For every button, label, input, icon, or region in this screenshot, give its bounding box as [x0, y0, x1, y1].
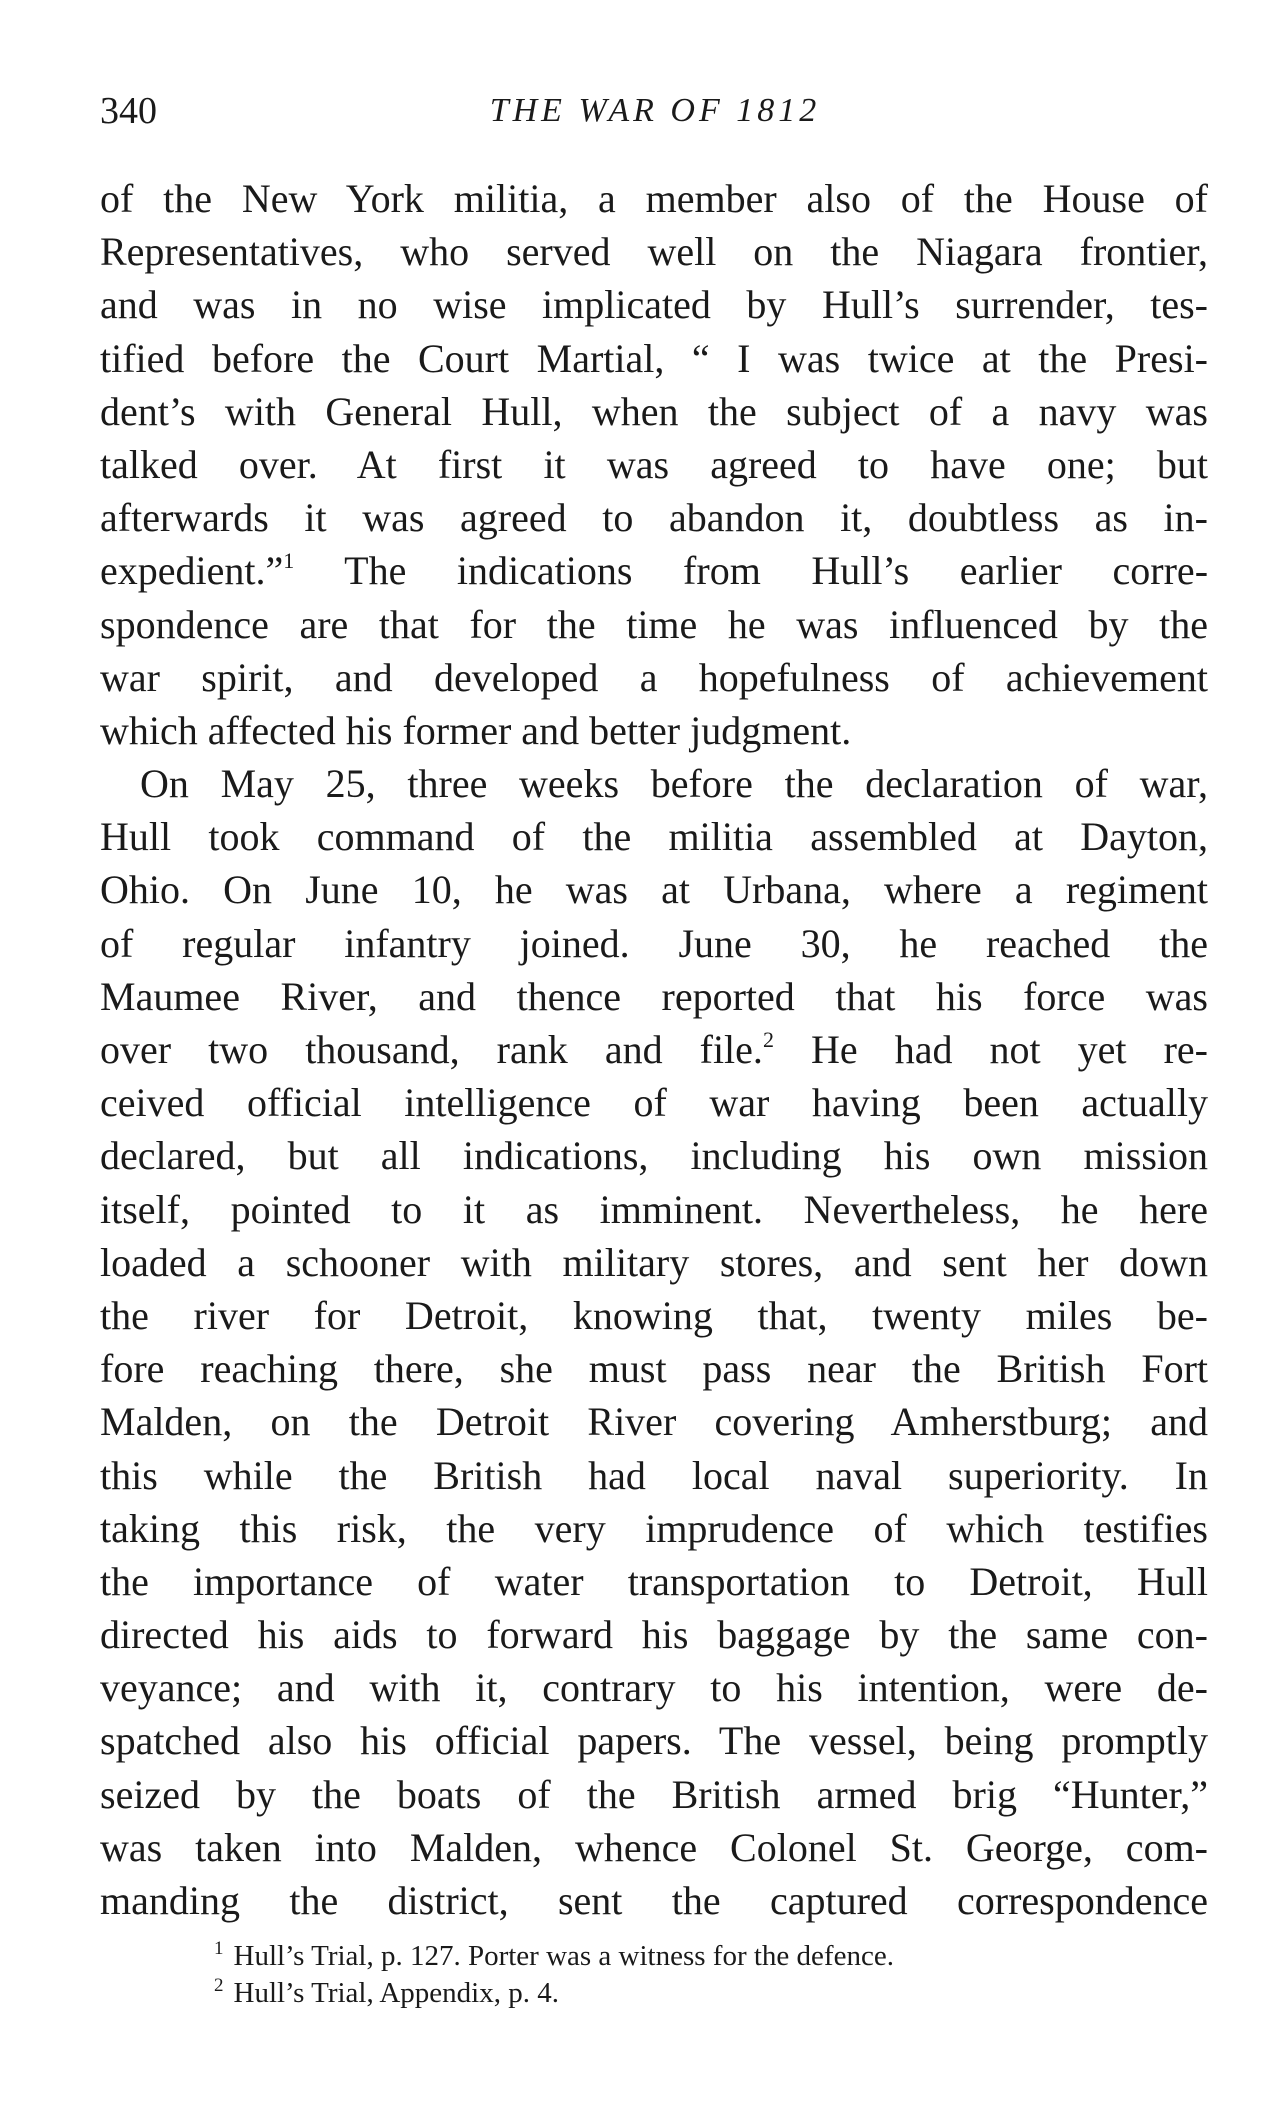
- text-line: of regular infantry joined. June 30, he reached the: [100, 920, 1208, 966]
- footnote-text: Hull’s Trial, Appendix, p. 4.: [233, 1977, 559, 2009]
- running-head: [100, 88, 1210, 134]
- text-line: was taken into Malden, whence Colonel St. George, com-: [100, 1824, 1208, 1870]
- running-title: THE WAR OF 1812: [489, 92, 821, 129]
- text-segment: expedient.”: [100, 548, 284, 594]
- text-line: the river for Detroit, knowing that, twenty miles be-: [100, 1292, 1208, 1338]
- text-line: of the New York militia, a member also of the House of: [100, 176, 1208, 221]
- text-line: [100, 1023, 1208, 1076]
- text-line: itself, pointed to it as imminent. Nevertheless, he here: [100, 1186, 1208, 1232]
- footnote-text: Hull’s Trial, p. 127. Porter was a witness for the defence.: [233, 1940, 894, 1972]
- text-segment: over two thousand, rank and file.: [100, 1027, 763, 1072]
- text-segment: The indications from Hull’s earlier corre-: [344, 548, 1208, 594]
- footnote-ref-2: 2: [762, 1027, 774, 1052]
- body-text: [100, 172, 1208, 1927]
- text-line: war spirit, and developed a hopefulness of achievement: [100, 654, 1208, 700]
- text-line: declared, but all indications, including his own mission: [100, 1133, 1208, 1179]
- page-number: 340: [100, 90, 157, 132]
- text-line: dent’s with General Hull, when the subject of a navy was: [100, 388, 1208, 434]
- text-line: the importance of water transportation to Detroit, Hull: [100, 1558, 1208, 1604]
- footnote-ref-1: 1: [283, 548, 295, 574]
- text-line: talked over. At first it was agreed to have one; but: [100, 441, 1208, 487]
- text-line: directed his aids to forward his baggage by the same con-: [100, 1612, 1208, 1658]
- text-line: veyance; and with it, contrary to his intention, were de-: [100, 1665, 1208, 1711]
- text-line: loaded a schooner with military stores, and sent her down: [100, 1239, 1208, 1285]
- text-segment: He had not yet re-: [811, 1027, 1208, 1072]
- text-line: spondence are that for the time he was influenced by the: [100, 601, 1208, 647]
- footnote-1: [214, 1938, 1164, 1975]
- text-line: afterwards it was agreed to abandon it, doubtless as in-: [100, 495, 1208, 541]
- text-line: ceived official intelligence of war having been actually: [100, 1080, 1208, 1126]
- text-line: Maumee River, and thence reported that his force was: [100, 973, 1208, 1019]
- text-line: Representatives, who served well on the Niagara frontier,: [100, 229, 1208, 275]
- text-line: seized by the boats of the British armed brig “Hunter,”: [100, 1771, 1208, 1817]
- text-line: tified before the Court Martial, “ I was twice at the Presi-: [100, 335, 1208, 381]
- footnote-2: [214, 1975, 1164, 2012]
- text-line: and was in no wise implicated by Hull’s surrender, tes-: [100, 282, 1208, 328]
- text-line: spatched also his official papers. The vessel, being promptly: [100, 1718, 1208, 1764]
- text-line: taking this risk, the very imprudence of which testifies: [100, 1505, 1208, 1551]
- text-line: manding the district, sent the captured correspondence: [100, 1878, 1208, 1923]
- text-line: fore reaching there, she must pass near the British Fort: [100, 1346, 1208, 1392]
- footnote-mark: 1: [214, 1938, 224, 1959]
- paragraph-start: On May 25, three weeks before the declaration of war,: [140, 761, 1208, 807]
- text-line: which affected his former and better judgment.: [100, 707, 852, 753]
- text-line: Ohio. On June 10, he was at Urbana, where a regiment: [100, 867, 1208, 913]
- footnote-mark: 2: [214, 1975, 224, 1996]
- footnotes: [214, 1938, 1164, 2012]
- text-line: Hull took command of the militia assembled at Dayton,: [100, 814, 1208, 860]
- text-line: Malden, on the Detroit River covering Amherstburg; and: [100, 1399, 1208, 1445]
- text-line: this while the British had local naval superiority. In: [100, 1452, 1208, 1498]
- text-line: [100, 544, 1208, 597]
